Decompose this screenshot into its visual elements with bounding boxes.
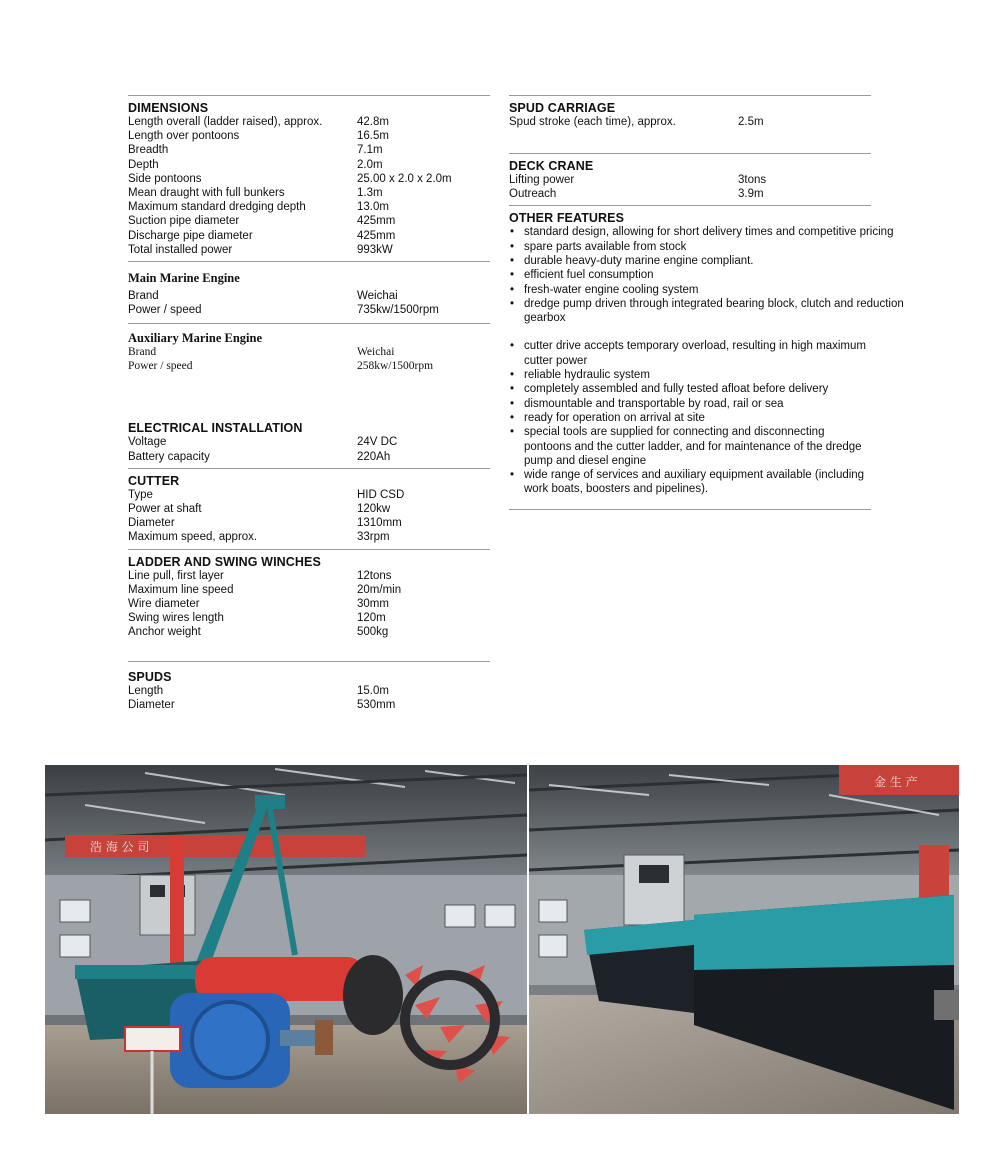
spec-row <box>128 435 490 449</box>
spec-row <box>128 289 490 303</box>
feature-list <box>509 225 914 325</box>
spec-value: 7.1m <box>357 144 383 157</box>
section-title: LADDER AND SWING WINCHES <box>128 554 321 569</box>
spec-table <box>128 569 490 640</box>
section-title: OTHER FEATURES <box>509 211 625 226</box>
spec-label: Diameter <box>128 698 175 711</box>
feature-item: • completely assembled and fully tested afloat before delivery <box>509 382 871 396</box>
feature-item: • fresh-water engine cooling system <box>509 283 914 297</box>
section-title: SPUDS <box>128 669 172 684</box>
spec-value: 530mm <box>357 698 396 711</box>
product-photos <box>45 765 959 1114</box>
spec-row <box>128 303 490 317</box>
feature-item: • cutter drive accepts temporary overload, resulting in high maximum cutter power <box>509 339 871 368</box>
spec-label: Length over pontoons <box>128 130 240 143</box>
spec-table <box>128 289 490 317</box>
right-spec-column <box>509 95 904 510</box>
spec-label: Maximum speed, approx. <box>128 531 258 544</box>
spec-value: 220Ah <box>357 450 391 463</box>
spud-carriage-section <box>509 95 871 153</box>
spec-row <box>128 115 490 129</box>
spec-value: HID CSD <box>357 488 405 501</box>
spec-table <box>509 173 871 201</box>
spec-label: Diameter <box>128 517 175 530</box>
spec-value: 24V DC <box>357 436 398 449</box>
feature-list <box>509 339 871 496</box>
spuds-section <box>128 661 490 716</box>
aux-engine-section <box>128 323 490 421</box>
feature-item: • durable heavy-duty marine engine compliant. <box>509 254 914 268</box>
spec-row <box>128 597 490 611</box>
spec-value: 993kW <box>357 243 393 256</box>
spec-row <box>128 158 490 172</box>
spec-row <box>128 243 490 257</box>
spec-row <box>128 684 490 698</box>
section-title: ELECTRICAL INSTALLATION <box>128 421 303 436</box>
spec-label: Wire diameter <box>128 598 200 611</box>
spec-table <box>128 115 490 257</box>
spec-row <box>128 172 490 186</box>
feature-item: • efficient fuel consumption <box>509 268 914 282</box>
spec-label: Brand <box>128 346 157 359</box>
spec-value: 12tons <box>357 569 392 582</box>
spec-label: Length overall (ladder raised), approx. <box>128 116 323 128</box>
spec-label: Brand <box>128 290 159 303</box>
spec-label: Lifting power <box>509 174 575 186</box>
feature-item: • spare parts available from stock <box>509 240 914 254</box>
spec-value: 16.5m <box>357 130 389 143</box>
spec-value: 1310mm <box>357 517 402 530</box>
electrical-section <box>128 421 490 467</box>
spec-row <box>509 173 871 187</box>
spec-label: Power / speed <box>128 304 202 317</box>
spec-label: Mean draught with full bunkers <box>128 187 285 200</box>
spec-row <box>128 229 490 243</box>
feature-item: • dredge pump driven through integrated bearing block, clutch and reduction gearbox <box>509 297 914 326</box>
spec-value: Weichai <box>357 346 395 359</box>
spec-row <box>128 583 490 597</box>
banner-text: 金 生 产 <box>874 775 918 789</box>
spec-row <box>128 345 490 359</box>
spec-label: Spud stroke (each time), approx. <box>509 116 676 128</box>
spec-row <box>128 450 490 464</box>
feature-item: • standard design, allowing for short delivery times and competitive pricing <box>509 225 914 239</box>
spec-label: Type <box>128 488 153 501</box>
spec-row <box>128 214 490 228</box>
left-spec-column <box>128 95 490 716</box>
spec-label: Battery capacity <box>128 450 210 463</box>
spec-value: 33rpm <box>357 531 390 544</box>
spec-value: 425mm <box>357 229 396 242</box>
spec-row <box>128 200 490 214</box>
spec-label: Breadth <box>128 144 169 157</box>
feature-item: • reliable hydraulic system <box>509 368 871 382</box>
other-features-section <box>509 205 904 509</box>
spec-label: Maximum line speed <box>128 583 234 596</box>
spec-label: Suction pipe diameter <box>128 215 240 228</box>
spec-label: Total installed power <box>128 243 233 256</box>
spec-row <box>128 488 490 502</box>
banner-text: 浩 海 公 司 <box>90 840 150 854</box>
spec-row <box>128 611 490 625</box>
spec-row <box>128 359 490 373</box>
spec-value: 25.00 x 2.0 x 2.0m <box>357 172 452 185</box>
winches-section <box>128 549 490 661</box>
section-title: DECK CRANE <box>509 159 594 173</box>
feature-item: • wide range of services and auxiliary equipment available (including work boats, boosters and pipelines). <box>509 468 871 497</box>
spec-value: 30mm <box>357 598 389 611</box>
spec-row <box>128 625 490 639</box>
spec-row <box>128 502 490 516</box>
spec-value: 500kg <box>357 626 389 639</box>
hull-pontoon-photo <box>529 765 959 1114</box>
spec-label: Maximum standard dredging depth <box>128 201 306 214</box>
section-title: SPUD CARRIAGE <box>509 101 616 115</box>
spec-value: 3.9m <box>738 188 764 201</box>
feature-item: • special tools are supplied for connecting and disconnecting pontoons and the cutter ladder, and for maintenance of the dredge pump and diesel engine <box>509 425 871 468</box>
spec-label: Line pull, first layer <box>128 569 224 582</box>
spec-table <box>128 488 490 545</box>
spec-row <box>509 115 871 129</box>
spec-row <box>128 569 490 583</box>
spec-row <box>509 187 871 201</box>
spec-row <box>128 530 490 544</box>
spec-table <box>128 684 490 712</box>
spec-value: 2.5m <box>738 116 764 128</box>
spec-value: 1.3m <box>357 187 383 200</box>
spec-table <box>128 435 490 463</box>
spec-value: 13.0m <box>357 201 389 214</box>
section-title: Auxiliary Marine Engine <box>128 331 263 346</box>
spec-label: Length <box>128 684 164 697</box>
deck-crane-section <box>509 153 871 205</box>
spec-label: Side pontoons <box>128 172 202 185</box>
spec-label: Power / speed <box>128 360 193 373</box>
spec-value: 735kw/1500rpm <box>357 304 439 317</box>
spec-value: 20m/min <box>357 583 402 596</box>
spec-row <box>128 186 490 200</box>
spec-value: 15.0m <box>357 684 389 697</box>
spec-value: 3tons <box>738 174 767 186</box>
spec-row <box>128 516 490 530</box>
spec-table <box>128 345 490 373</box>
spec-label: Outreach <box>509 188 557 201</box>
spec-value: 2.0m <box>357 158 383 171</box>
spec-row <box>128 143 490 157</box>
dredger-workshop-photo <box>45 765 527 1114</box>
spec-table <box>509 115 871 129</box>
spec-value: 42.8m <box>357 116 389 128</box>
spec-value: 258kw/1500rpm <box>357 360 434 373</box>
spec-value: 120kw <box>357 503 391 516</box>
spec-label: Swing wires length <box>128 612 224 625</box>
section-title: Main Marine Engine <box>128 271 240 286</box>
dimensions-section <box>128 95 490 261</box>
spec-label: Power at shaft <box>128 503 202 516</box>
spec-value: 120m <box>357 612 386 625</box>
spec-label: Voltage <box>128 436 167 449</box>
feature-item: • dismountable and transportable by road, rail or sea <box>509 397 871 411</box>
spec-label: Anchor weight <box>128 626 201 639</box>
spec-value: 425mm <box>357 215 396 228</box>
spec-row <box>128 698 490 712</box>
main-engine-section <box>128 261 490 323</box>
cutter-section <box>128 468 490 549</box>
spec-label: Discharge pipe diameter <box>128 229 253 242</box>
spec-value: Weichai <box>357 290 398 303</box>
spec-row <box>128 129 490 143</box>
spec-label: Depth <box>128 158 159 171</box>
section-title: CUTTER <box>128 473 180 488</box>
section-title: DIMENSIONS <box>128 101 209 115</box>
feature-item: • ready for operation on arrival at site <box>509 411 871 425</box>
